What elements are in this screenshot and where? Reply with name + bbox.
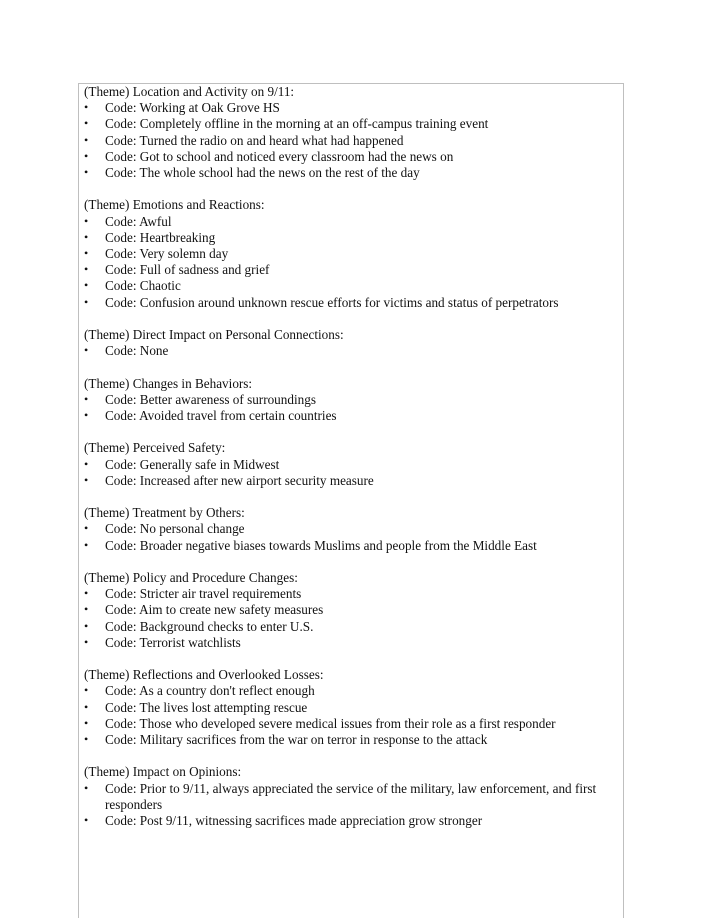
- bullet-icon: •: [84, 472, 89, 487]
- code-text: Code: As a country don't reflect enough: [105, 683, 315, 699]
- theme-section: [84, 327, 619, 359]
- code-text: Code: Turned the radio on and heard what had happened: [105, 132, 404, 148]
- code-text: Code: Got to school and noticed every classroom had the news on: [105, 148, 454, 164]
- theme-heading: (Theme) Location and Activity on 9/11:: [84, 84, 295, 99]
- code-item: [84, 619, 619, 635]
- code-item: [84, 586, 619, 602]
- theme-section: [84, 570, 619, 651]
- code-text: Code: Generally safe in Midwest: [105, 456, 280, 472]
- code-text: Code: Post 9/11, witnessing sacrifices made appreciation grow stronger: [105, 813, 483, 829]
- bullet-icon: •: [84, 294, 89, 309]
- bullet-icon: •: [84, 780, 89, 795]
- code-item: [84, 473, 619, 489]
- code-item: [84, 133, 619, 149]
- bullet-icon: •: [84, 246, 89, 261]
- code-item: [84, 246, 619, 262]
- theme-section: [84, 667, 619, 748]
- code-text: Code: Military sacrifices from the war on terror in response to the attack: [105, 732, 488, 748]
- code-text: Code: Avoided travel from certain countries: [105, 408, 337, 424]
- theme-heading: (Theme) Policy and Procedure Changes:: [84, 570, 298, 585]
- code-list: [84, 392, 619, 424]
- code-item: [84, 408, 619, 424]
- bullet-icon: •: [84, 537, 89, 552]
- bullet-icon: •: [84, 100, 89, 115]
- theme-heading: (Theme) Reflections and Overlooked Losses:: [84, 667, 324, 683]
- theme-section: [84, 764, 619, 829]
- theme-section: [84, 197, 619, 310]
- theme-heading: (Theme) Changes in Behaviors:: [84, 375, 253, 391]
- code-list: [84, 521, 619, 553]
- bullet-icon: •: [84, 634, 89, 649]
- code-text: Code: Those who developed severe medical issues from their role as a first responder: [105, 715, 556, 731]
- code-text: Code: Full of sadness and grief: [105, 262, 270, 278]
- code-text: Code: Prior to 9/11, always appreciated the service of the military, law enforcement, and first responders: [105, 780, 597, 812]
- bullet-icon: •: [84, 618, 89, 633]
- theme-section: [84, 440, 619, 489]
- bullet-icon: •: [84, 408, 89, 423]
- document-body: [84, 84, 619, 845]
- code-list: [84, 683, 619, 748]
- code-text: Code: Increased after new airport security measure: [105, 472, 374, 488]
- code-item: [84, 392, 619, 408]
- bullet-icon: •: [84, 391, 89, 406]
- code-item: [84, 683, 619, 699]
- code-item: [84, 716, 619, 732]
- bullet-icon: •: [84, 148, 89, 163]
- code-text: Code: Broader negative biases towards Muslims and people from the Middle East: [105, 537, 537, 553]
- code-item: [84, 278, 619, 294]
- theme-heading: (Theme) Perceived Safety:: [84, 440, 226, 456]
- theme-heading: (Theme) Treatment by Others:: [84, 505, 245, 521]
- code-item: [84, 262, 619, 278]
- bullet-icon: •: [84, 521, 89, 536]
- bullet-icon: •: [84, 229, 89, 244]
- code-text: Code: Working at Oak Grove HS: [105, 100, 280, 116]
- bullet-icon: •: [84, 699, 89, 714]
- code-text: Code: None: [105, 343, 169, 359]
- bullet-icon: •: [84, 213, 89, 228]
- code-text: Code: Aim to create new safety measures: [105, 602, 324, 618]
- code-text: Code: Awful: [105, 213, 172, 229]
- code-text: Code: Better awareness of surroundings: [105, 391, 316, 407]
- code-text: Code: Stricter air travel requirements: [105, 586, 302, 602]
- code-item: [84, 295, 619, 311]
- code-item: [84, 457, 619, 473]
- code-item: [84, 700, 619, 716]
- code-text: Code: Confusion around unknown rescue efforts for victims and status of perpetrators: [105, 294, 559, 310]
- code-item: [84, 100, 619, 116]
- code-text: Code: The whole school had the news on the rest of the day: [105, 165, 420, 181]
- code-item: [84, 813, 619, 829]
- code-text: Code: Completely offline in the morning at an off-campus training event: [105, 116, 489, 132]
- bullet-icon: •: [84, 456, 89, 471]
- bullet-icon: •: [84, 165, 89, 180]
- code-list: [84, 214, 619, 311]
- code-item: [84, 149, 619, 165]
- code-text: Code: The lives lost attempting rescue: [105, 699, 308, 715]
- bullet-icon: •: [84, 116, 89, 131]
- code-text: Code: No personal change: [105, 521, 245, 537]
- code-item: [84, 538, 619, 554]
- code-item: [84, 230, 619, 246]
- code-item: [84, 521, 619, 537]
- code-list: [84, 457, 619, 489]
- code-item: [84, 602, 619, 618]
- code-item: [84, 343, 619, 359]
- code-text: Code: Heartbreaking: [105, 229, 216, 245]
- bullet-icon: •: [84, 683, 89, 698]
- theme-section: [84, 376, 619, 425]
- code-list: [84, 343, 619, 359]
- code-text: Code: Chaotic: [105, 278, 181, 294]
- theme-section: [84, 505, 619, 554]
- theme-section: [84, 84, 619, 181]
- code-text: Code: Background checks to enter U.S.: [105, 618, 314, 634]
- code-item: [84, 165, 619, 181]
- bullet-icon: •: [84, 732, 89, 747]
- theme-heading: (Theme) Emotions and Reactions:: [84, 197, 265, 213]
- bullet-icon: •: [84, 278, 89, 293]
- code-text: Code: Very solemn day: [105, 246, 229, 262]
- code-list: [84, 781, 619, 830]
- bullet-icon: •: [84, 715, 89, 730]
- bullet-icon: •: [84, 602, 89, 617]
- code-list: [84, 586, 619, 651]
- code-item: [84, 635, 619, 651]
- code-item: [84, 732, 619, 748]
- bullet-icon: •: [84, 586, 89, 601]
- code-item: [84, 116, 619, 132]
- code-text: Code: Terrorist watchlists: [105, 634, 241, 650]
- theme-heading: (Theme) Impact on Opinions:: [84, 764, 242, 780]
- bullet-icon: •: [84, 132, 89, 147]
- bullet-icon: •: [84, 262, 89, 277]
- code-item: [84, 781, 619, 813]
- code-list: [84, 100, 619, 181]
- theme-heading: (Theme) Direct Impact on Personal Connections:: [84, 327, 344, 343]
- bullet-icon: •: [84, 343, 89, 358]
- code-item: [84, 214, 619, 230]
- bullet-icon: •: [84, 813, 89, 828]
